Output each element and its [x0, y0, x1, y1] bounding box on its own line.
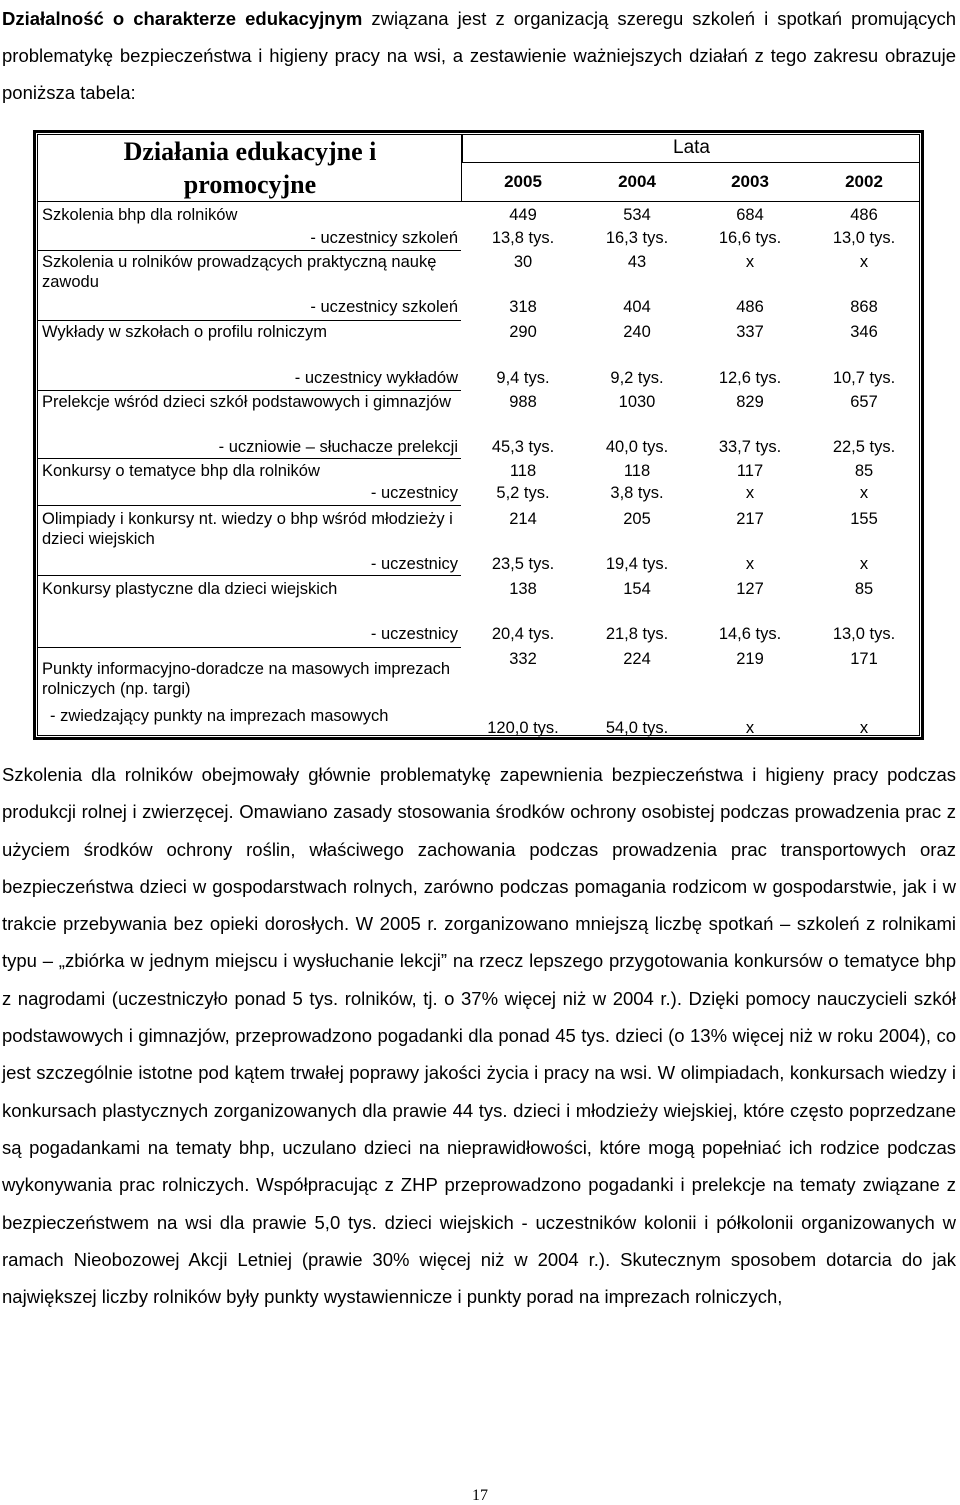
- cell-2004: 240: [623, 323, 651, 341]
- cell-2002: 13,0 tys.: [832, 229, 896, 247]
- cell-2003: 684: [736, 206, 764, 224]
- cell-2004: 19,4 tys.: [605, 555, 669, 573]
- row-label: - uczestnicy: [370, 484, 458, 502]
- page-number: 17: [472, 1487, 488, 1504]
- cell-2005: 9,4 tys.: [496, 369, 550, 387]
- cell-2003: x: [745, 253, 755, 271]
- cell-2005: 290: [509, 323, 537, 341]
- cell-2005: 118: [509, 462, 537, 480]
- cell-2004: 43: [627, 253, 647, 271]
- cell-2003: 217: [736, 510, 764, 528]
- cell-2003: 219: [736, 650, 764, 668]
- row-label: - uczestnicy: [370, 625, 458, 643]
- cell-2003: 829: [736, 393, 764, 411]
- row-label: - uczestnicy szkoleń: [310, 229, 458, 247]
- cell-2005: 988: [509, 393, 537, 411]
- row-label: Szkolenia u rolników prowadzących praktyczną naukę zawodu: [42, 253, 437, 291]
- group-rule: [37, 390, 461, 391]
- cell-2002: 171: [850, 650, 878, 668]
- cell-2004: 205: [623, 510, 651, 528]
- year-2003: 2003: [731, 172, 769, 191]
- cell-2004: 224: [623, 650, 651, 668]
- row-label: - uczestnicy wykładów: [294, 369, 458, 387]
- header-rule: [37, 201, 920, 202]
- row-label: Konkursy o tematyce bhp dla rolników: [42, 462, 320, 480]
- cell-2003: 486: [736, 298, 764, 316]
- cell-2002: 346: [850, 323, 878, 341]
- cell-2005: 332: [509, 650, 537, 668]
- group-rule: [37, 505, 461, 506]
- year-2002: 2002: [845, 172, 883, 191]
- row-label: - uczestnicy szkoleń: [310, 298, 458, 316]
- cell-2003: 14,6 tys.: [718, 625, 782, 643]
- cell-2002: x: [859, 484, 869, 502]
- year-2005: 2005: [504, 172, 542, 191]
- cell-2003: x: [745, 719, 755, 737]
- intro-text: związana jest z organizacją szeregu szkoleń i spotkań promujących problematykę bezpieczeństwa i higieny pracy na wsi, a zestawienie ważniejszych działań z tego zakresu obrazuje poniższa tabela:: [2, 8, 956, 103]
- header-divider: [461, 134, 462, 202]
- row-label: - uczestnicy: [370, 555, 458, 573]
- years-header: Lata: [462, 134, 920, 163]
- cell-2004: 3,8 tys.: [610, 484, 664, 502]
- row-label: Olimpiady i konkursy nt. wiedzy o bhp wśród młodzieży i dzieci wiejskich: [42, 510, 453, 548]
- group-rule: [37, 575, 461, 576]
- cell-2002: 10,7 tys.: [832, 369, 896, 387]
- cell-2005: 23,5 tys.: [491, 555, 555, 573]
- cell-2002: 85: [854, 462, 874, 480]
- intro-paragraph: [2, 0, 956, 111]
- row-label: Punkty informacyjno-doradcze na masowych imprezach rolniczych (np. targi): [42, 660, 451, 698]
- row-label: Prelekcje wśród dzieci szkół podstawowych i gimnazjów: [42, 393, 451, 411]
- cell-2003: 33,7 tys.: [718, 438, 782, 456]
- cell-2004: 404: [623, 298, 651, 316]
- cell-2005: 138: [509, 580, 537, 598]
- cell-2002: 486: [850, 206, 878, 224]
- table-title-line2: promocyjne: [183, 170, 317, 199]
- cell-2004: 40,0 tys.: [605, 438, 669, 456]
- cell-2002: 85: [854, 580, 874, 598]
- cell-2003: x: [745, 555, 755, 573]
- cell-2005: 20,4 tys.: [491, 625, 555, 643]
- row-label: - zwiedzający punkty na imprezach masowych: [50, 707, 389, 725]
- cell-2004: 154: [623, 580, 651, 598]
- cell-2004: 9,2 tys.: [610, 369, 664, 387]
- cell-2003: 16,6 tys.: [718, 229, 782, 247]
- row-label: Konkursy plastyczne dla dzieci wiejskich: [42, 580, 338, 598]
- group-rule: [37, 250, 461, 251]
- cell-2005: 30: [513, 253, 533, 271]
- cell-2005: 13,8 tys.: [491, 229, 555, 247]
- cell-2003: 117: [736, 462, 764, 480]
- row-label: Wykłady w szkołach o profilu rolniczym: [42, 323, 328, 341]
- cell-2002: 155: [850, 510, 878, 528]
- cell-2005: 5,2 tys.: [496, 484, 550, 502]
- year-2004: 2004: [618, 172, 656, 191]
- cell-2002: 868: [850, 298, 878, 316]
- cell-2002: 22,5 tys.: [832, 438, 896, 456]
- cell-2002: x: [859, 555, 869, 573]
- row-label: - uczniowie – słuchacze prelekcji: [218, 438, 458, 456]
- cell-2002: 657: [850, 393, 878, 411]
- cell-2003: 127: [736, 580, 764, 598]
- cell-2004: 118: [623, 462, 651, 480]
- cell-2004: 54,0 tys.: [605, 719, 669, 737]
- cell-2003: x: [745, 484, 755, 502]
- group-rule: [37, 647, 461, 648]
- body-paragraph: Szkolenia dla rolników obejmowały głównie problematykę zapewnienia bezpieczeństwa i higieny pracy podczas produkcji rolnej i zwierzęcej. Omawiano zasady stosowania środków ochrony osobistej podczas prowadzenia prac z użyciem środków ochrony roślin, właściwego zachowania podczas prowadzenia prac transportowych oraz bezpieczeństwa dzieci w gospodarstwach rolnych, zarówno podczas pomagania rodzicom w gospodarstwie, jak i w trakcie przebywania bez opieki dorosłych. W 2005 r. zorganizowano mniejszą liczbę spotkań – szkoleń z rolnikami typu – „zbiórka w jednym miejscu i wysłuchanie lekcji” na rzecz lepszego przygotowania konkursów o tematyce bhp z nagrodami (uczestniczyło ponad 5 tys. rolników, tj. o 37% więcej niż w 2004 r.). Dzięki pomocy nauczycieli szkół podstawowych i gimnazjów, przeprowadzono pogadanki dla ponad 45 tys. dzieci (o 13% więcej niż w roku 2004), co jest szczególnie istotne pod kątem trwałej poprawy jakości życia i pracy na wsi. W olimpiadach, konkursach wiedzy i konkursach plastycznych zorganizowanych dla prawie 44 tys. dzieci i młodzieży wiejskiej, które często poprzedzane są pogadankami na tematy bhp, uczulano dzieci na nieprawidłowości, które mogą popełniać ich rodzice podczas wykonywania prac rolniczych. Współpracując z ZHP przeprowadzono pogadanki i prelekcje na tematy związane z bezpieczeństwem na wsi dla prawie 5,0 tys. dzieci wiejskich - uczestników kolonii i półkolonii organizowanych w ramach Nieobozowej Akcji Letniej (prawie 30% więcej niż w 2004 r.). Skutecznym sposobem dotarcia do jak największej liczby rolników były punkty wystawiennicze i punkty porad na imprezach rolniczych,: [2, 764, 956, 1308]
- cell-2003: 337: [736, 323, 764, 341]
- cell-2002: x: [859, 253, 869, 271]
- cell-2005: 120,0 tys.: [487, 719, 559, 737]
- cell-2004: 16,3 tys.: [605, 229, 669, 247]
- cell-2005: 214: [509, 510, 537, 528]
- group-rule: [37, 458, 461, 459]
- row-label: Szkolenia bhp dla rolników: [42, 206, 238, 224]
- cell-2005: 45,3 tys.: [491, 438, 555, 456]
- cell-2005: 449: [509, 206, 537, 224]
- cell-2004: 21,8 tys.: [605, 625, 669, 643]
- cell-2005: 318: [509, 298, 537, 316]
- cell-2002: 13,0 tys.: [832, 625, 896, 643]
- group-rule: [37, 320, 461, 321]
- cell-2004: 1030: [618, 393, 656, 411]
- cell-2002: x: [859, 719, 869, 737]
- cell-2003: 12,6 tys.: [718, 369, 782, 387]
- intro-bold-lead: Działalność o charakterze edukacyjnym: [2, 8, 363, 29]
- cell-2004: 534: [623, 206, 651, 224]
- table-title-line1: Działania edukacyjne i: [123, 137, 377, 166]
